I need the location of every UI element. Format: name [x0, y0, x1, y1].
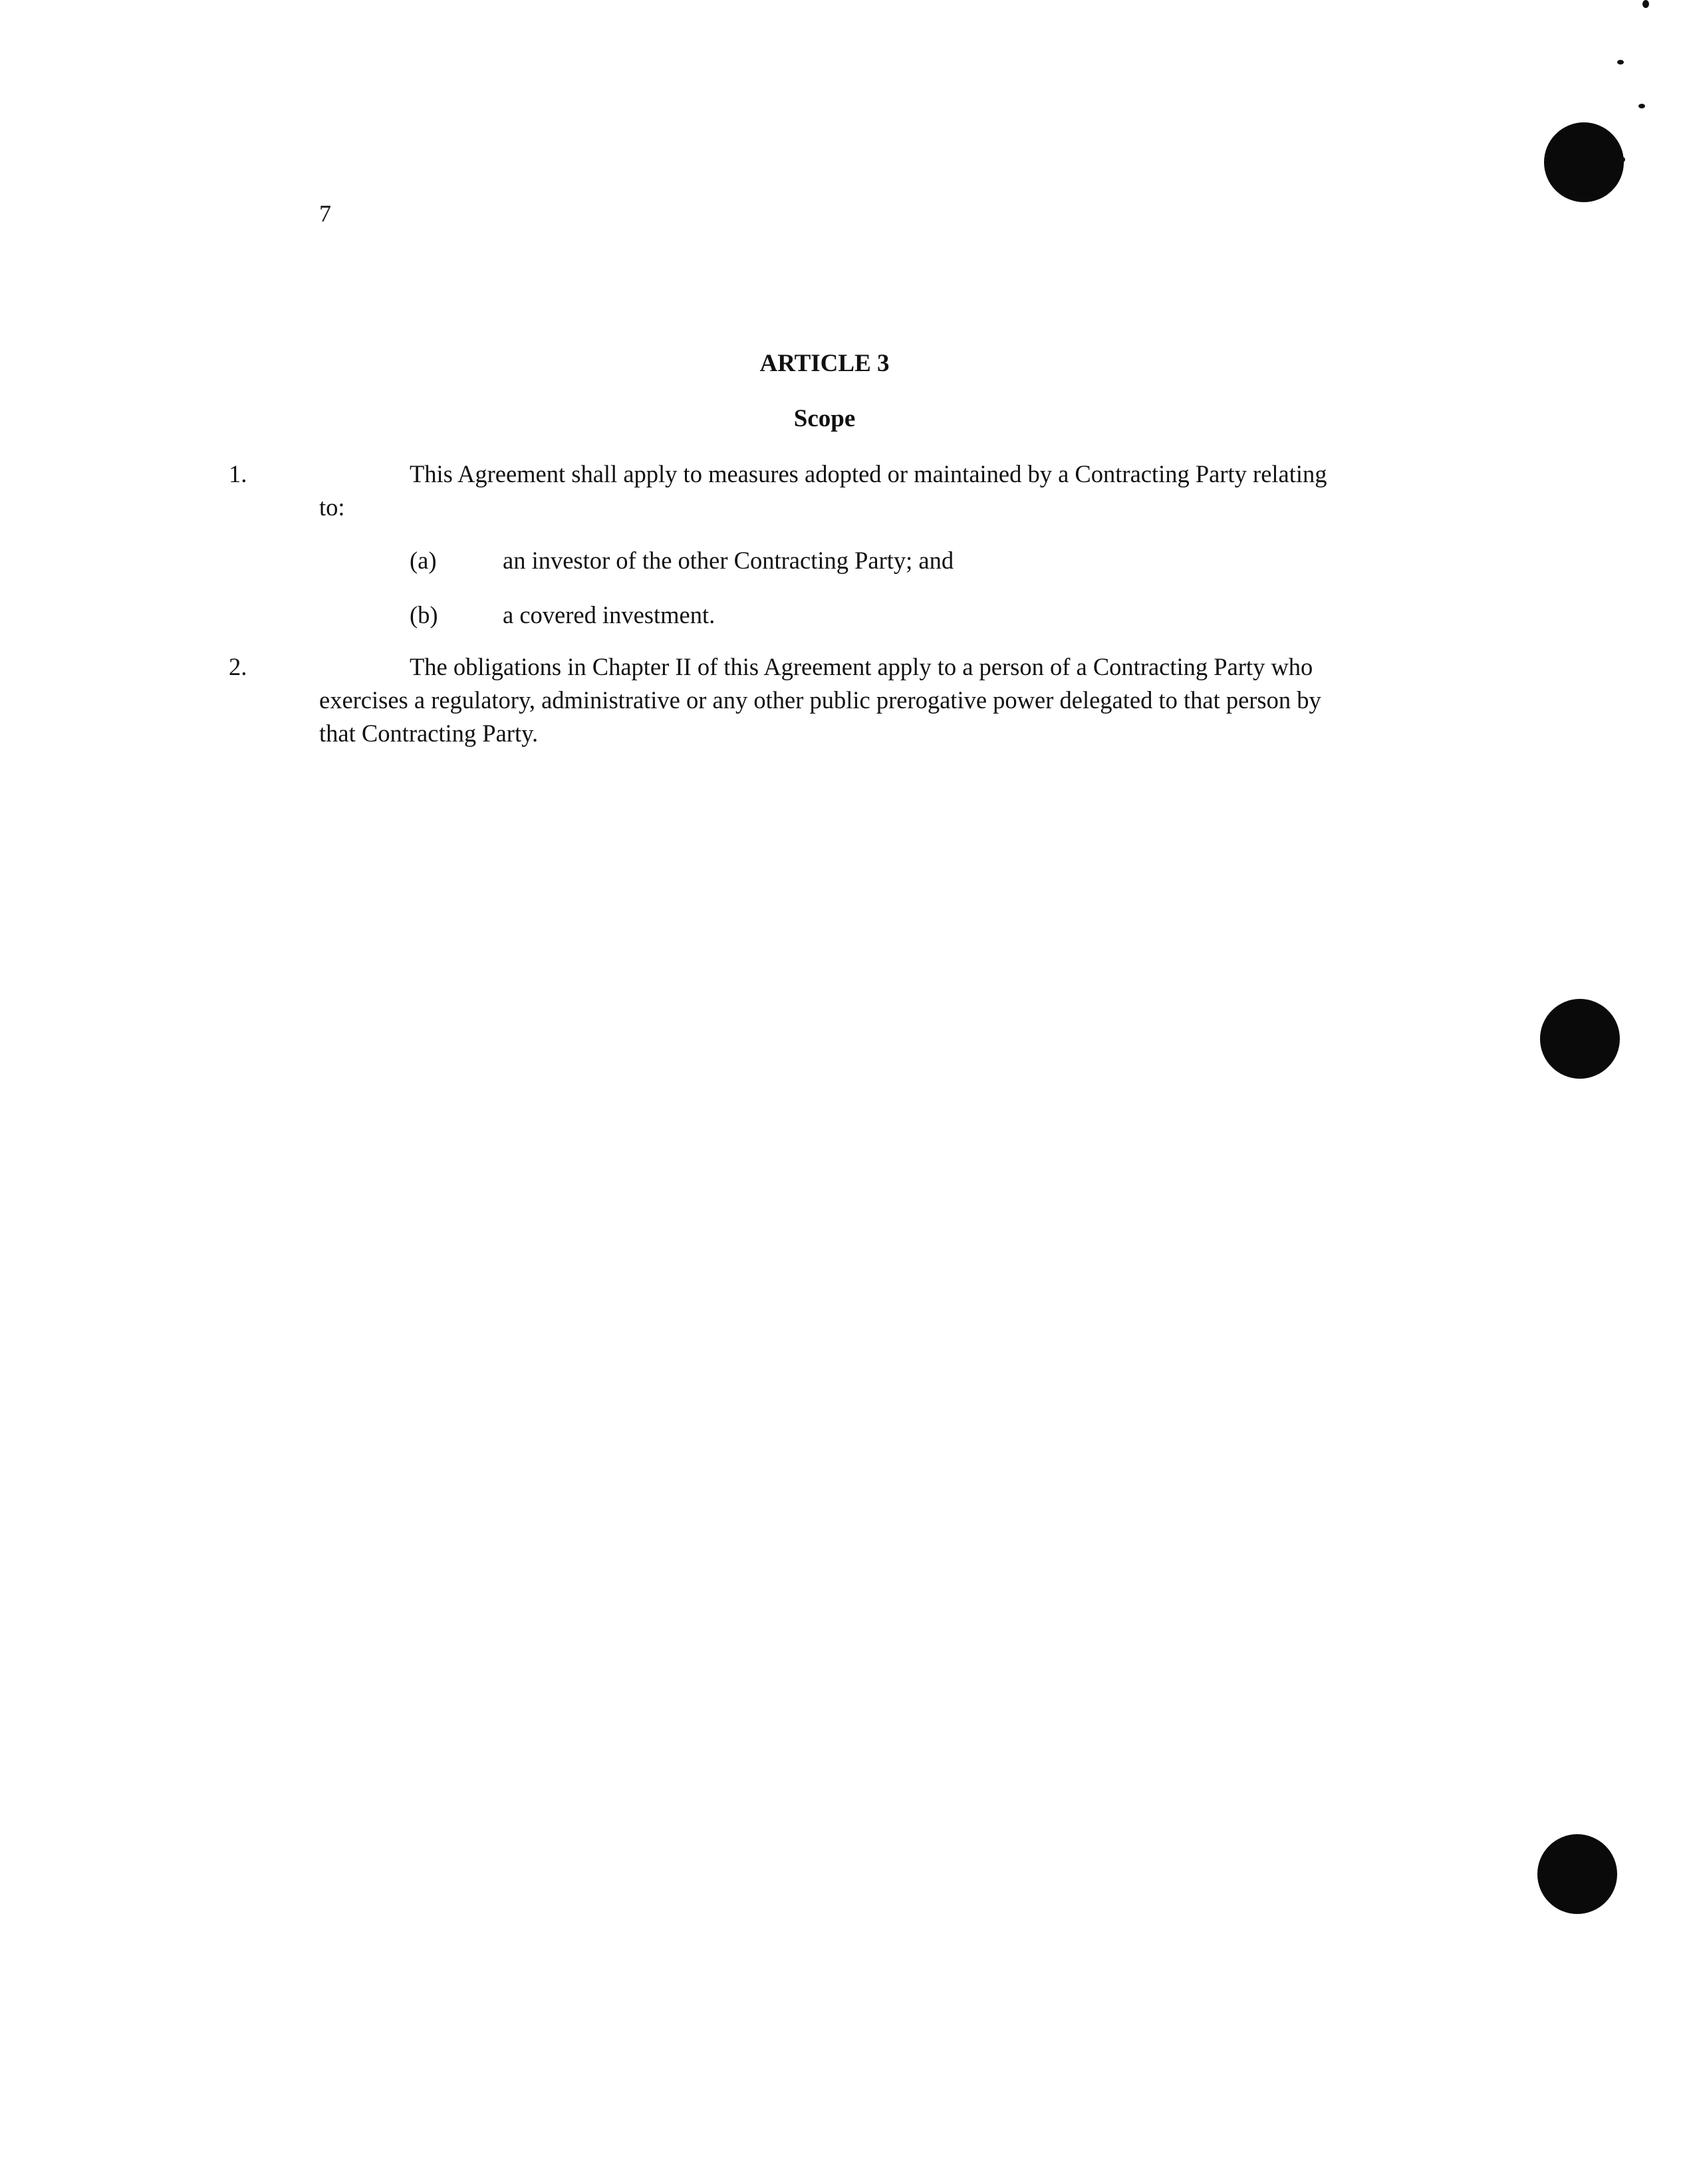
list-item-b-text: a covered investment. [503, 601, 715, 628]
punch-hole-top [1544, 122, 1624, 202]
paragraph-1 [229, 458, 1337, 524]
list-item-a-marker: (a) [410, 547, 437, 574]
punch-hole-middle [1540, 999, 1620, 1079]
paragraph-2-number: 2. [229, 653, 247, 680]
article-title: ARTICLE 3 [759, 350, 890, 377]
paragraph-1-text: This Agreement shall apply to measures adopted or maintained by a Contracting Party relating to: [319, 460, 1327, 521]
scan-speck [1620, 157, 1625, 162]
article-subtitle: Scope [793, 405, 856, 432]
paragraph-2-text: The obligations in Chapter II of this Agreement apply to a person of a Contracting Party who exercises a regulatory, administrative or any other public prerogative power delegated to that person by that Contracting Party. [319, 653, 1321, 747]
paragraph-1-number: 1. [229, 460, 247, 487]
page-number: 7 [319, 200, 331, 227]
list-item-a-text: an investor of the other Contracting Party; and [503, 547, 954, 574]
punch-hole-bottom [1537, 1834, 1617, 1914]
scan-speck [1638, 104, 1645, 108]
scan-speck [1617, 60, 1624, 65]
list-item-b-marker: (b) [410, 601, 438, 628]
scan-speck [1642, 0, 1649, 8]
paragraph-2 [229, 650, 1337, 750]
